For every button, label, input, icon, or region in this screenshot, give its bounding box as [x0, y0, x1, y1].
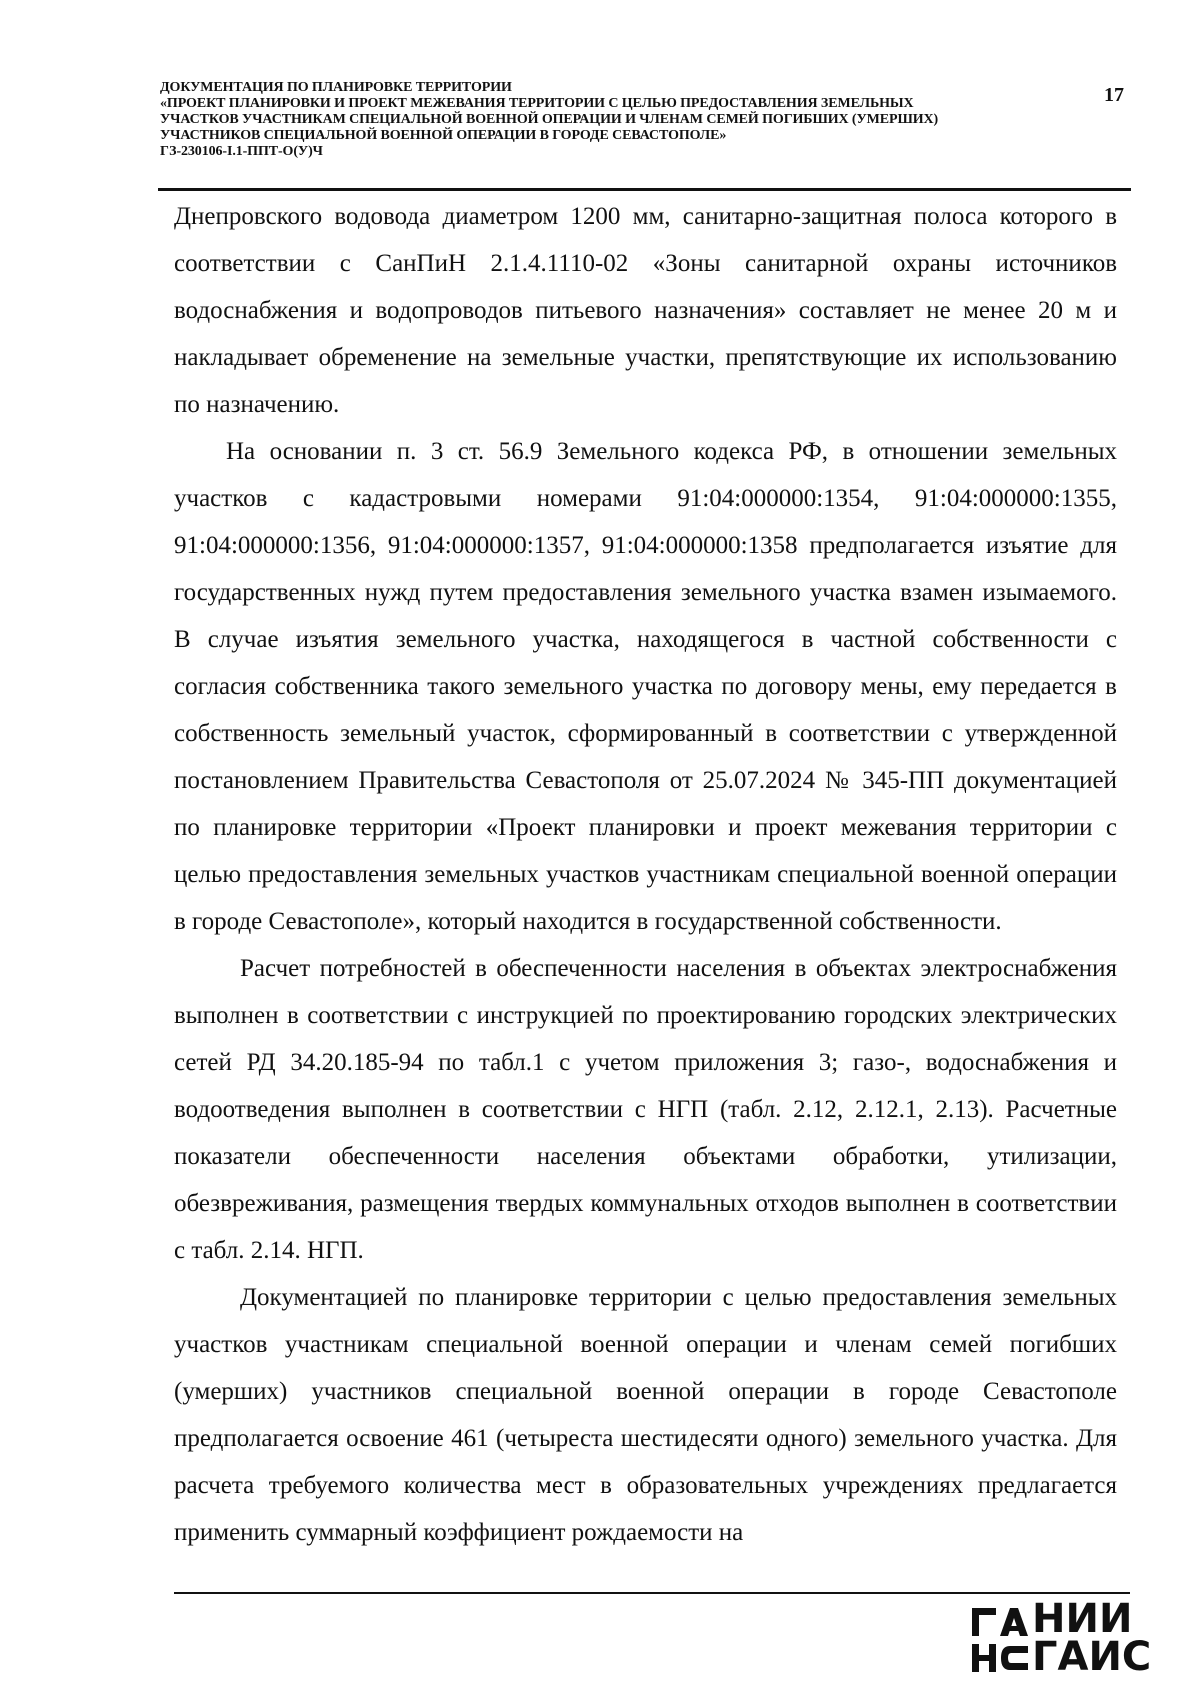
footer-divider	[174, 1592, 1130, 1594]
logo-mark-icon	[970, 1604, 1030, 1676]
document-code: ГЗ-230106-I.1-ППТ-О(У)Ч	[160, 144, 323, 159]
paragraph-2: На основании п. 3 ст. 56.9 Земельного кодекса РФ, в отношении земельных участков с кадастровыми номерами 91:04:000000:1354, 91:04:000000:1355, 91:04:000000:1356, 91:04:000000:1357, 91:04:000000:1358 предполагается изъятие для государственных нужд путем предоставления земельного участка взамен изымаемого. В случае изъятия земельного участка, находящегося в частной собственности с согласия собственника такого земельного участка по договору мены, ему передается в собственность земельный участок, сформированный в соответствии с утвержденной постановлением Правительства Севастополя от 25.07.2024 № 345-ПП документацией по планировке территории «Проект планировки и проект межевания территории с целью предоставления земельных участков участникам специальной военной операции в городе Севастополе», который находится в государственной собственности.	[174, 438, 1117, 935]
page-number: 17	[1104, 84, 1124, 106]
paragraph-1: Днепровского водовода диаметром 1200 мм, санитарно-защитная полоса которого в соответствии с СанПиН 2.1.4.1110-02 «Зоны санитарной охраны источников водоснабжения и водопроводов питьевого назначения» составляет не менее 20 м и накладывает обременение на земельные участки, препятствующие их использованию по назначению.	[174, 203, 1117, 418]
header-line-1: ДОКУМЕНТАЦИЯ ПО ПЛАНИРОВКЕ ТЕРРИТОРИИ	[160, 80, 512, 95]
paragraph-4: Документацией по планировке территории с целью предоставления земельных участков участникам специальной военной операции и членам семей погибших (умерших) участников специальной военной операции в городе Севастополе предполагается освоение 461 (четыреста шестидесяти одного) земельного участка. Для расчета требуемого количества мест в образовательных учреждениях предлагается применить суммарный коэффициент рождаемости на	[174, 1284, 1117, 1546]
company-logo	[970, 1596, 1152, 1680]
header-line-3: УЧАСТКОВ УЧАСТНИКАМ СПЕЦИАЛЬНОЙ ВОЕННОЙ ОПЕРАЦИИ И ЧЛЕНАМ СЕМЕЙ ПОГИБШИХ (УМЕРШИХ)	[160, 112, 939, 127]
header-line-4: УЧАСТНИКОВ СПЕЦИАЛЬНОЙ ВОЕННОЙ ОПЕРАЦИИ В ГОРОДЕ СЕВАСТОПОЛЕ»	[160, 128, 727, 143]
logo-wordmark	[1032, 1596, 1152, 1680]
document-body	[174, 193, 1117, 1556]
paragraph-3: Расчет потребностей в обеспеченности населения в объектах электроснабжения выполнен в соответствии с инструкцией по проектированию городских электрических сетей РД 34.20.185-94 по табл.1 с учетом приложения 3; газо-, водоснабжения и водоотведения выполнен в соответствии с НГП (табл. 2.12, 2.12.1, 2.13). Расчетные показатели обеспеченности населения объектами обработки, утилизации, обезвреживания, размещения твердых коммунальных отходов выполнен в соответствии с табл. 2.14. НГП.	[174, 955, 1117, 1264]
logo-text-line-2: ГАИС	[1032, 1634, 1152, 1680]
logo-text-line-1: НИИ	[1032, 1596, 1133, 1642]
header-line-2: «ПРОЕКТ ПЛАНИРОВКИ И ПРОЕКТ МЕЖЕВАНИЯ ТЕРРИТОРИИ С ЦЕЛЬЮ ПРЕДОСТАВЛЕНИЯ ЗЕМЕЛЬНЫХ	[160, 96, 914, 111]
header-divider	[158, 188, 1131, 191]
document-header	[160, 80, 1090, 160]
